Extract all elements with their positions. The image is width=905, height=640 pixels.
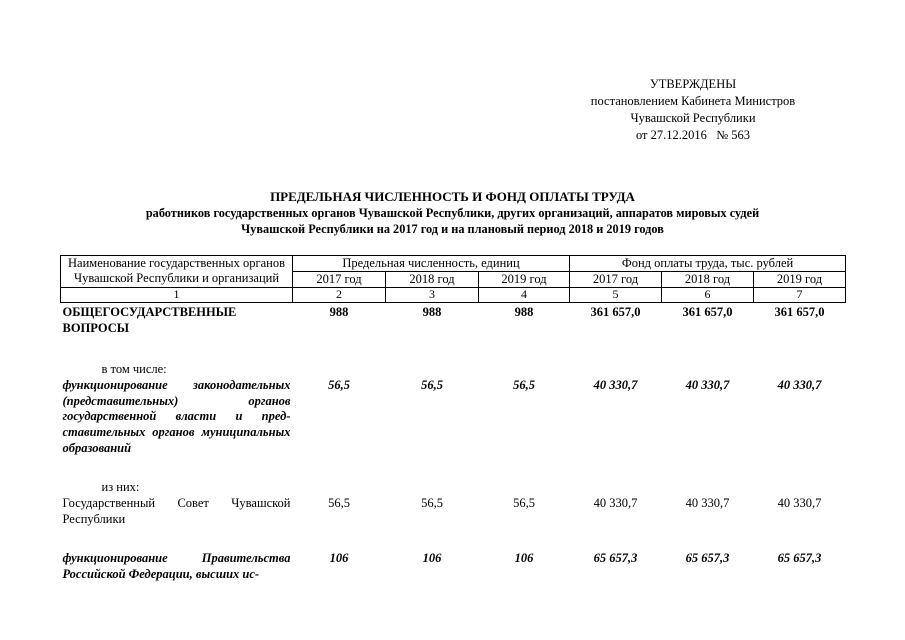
header-year: 2017 год xyxy=(570,272,662,288)
row-value: 40 330,7 xyxy=(777,496,822,511)
header-year: 2018 год xyxy=(662,272,754,288)
staffing-table xyxy=(60,255,846,583)
table-row xyxy=(61,378,846,456)
table-row xyxy=(61,527,846,582)
row-value: 56,5 xyxy=(328,496,350,511)
column-number: 4 xyxy=(479,288,570,303)
row-value: 361 657,0 xyxy=(774,305,825,319)
table-row xyxy=(61,496,846,527)
row-note: в том числе: xyxy=(101,362,167,377)
title-subtitle-line2: Чувашской Республики на 2017 год и на плановый период 2018 и 2019 годов xyxy=(241,222,664,236)
column-number: 5 xyxy=(570,288,662,303)
column-number: 2 xyxy=(293,288,386,303)
row-value: 56,5 xyxy=(513,496,535,511)
row-note: из них: xyxy=(101,480,140,495)
header-year: 2019 год xyxy=(754,272,846,288)
column-number: 7 xyxy=(754,288,846,303)
row-value: 40 330,7 xyxy=(593,496,638,511)
table-note-row xyxy=(61,456,846,496)
row-name: Государственный Совет Чувашской Республики xyxy=(62,496,291,526)
approval-line-resolution: постановлением Кабинета Министров xyxy=(590,94,796,108)
row-name: функционирование законодательных (представительных) органов государственной власти и представительных органов муниципальных образований xyxy=(62,378,291,455)
header-year: 2018 год xyxy=(386,272,479,288)
document-title xyxy=(60,189,845,237)
row-value: 56,5 xyxy=(328,378,350,393)
approval-line-date: от 27.12.2016 № 563 xyxy=(635,128,751,142)
row-value: 65 657,3 xyxy=(777,551,822,566)
row-value: 106 xyxy=(514,551,534,566)
row-name: функционирование Правительства Российской Федерации, высших ис- xyxy=(62,551,291,581)
row-value: 56,5 xyxy=(513,378,535,393)
row-value: 106 xyxy=(422,551,442,566)
column-number: 1 xyxy=(61,288,293,303)
row-value: 56,5 xyxy=(421,378,443,393)
row-value: 40 330,7 xyxy=(593,378,638,393)
row-value: 106 xyxy=(329,551,349,566)
row-value: 40 330,7 xyxy=(685,378,730,393)
row-value: 361 657,0 xyxy=(590,305,641,319)
row-value: 988 xyxy=(422,305,442,319)
table-row xyxy=(61,303,846,337)
row-value: 65 657,3 xyxy=(593,551,638,566)
row-value: 40 330,7 xyxy=(685,496,730,511)
row-value: 65 657,3 xyxy=(685,551,730,566)
header-name-column: Наименование государственных органов Чувашской Республики и организаций xyxy=(61,256,293,288)
header-year: 2017 год xyxy=(293,272,386,288)
row-name: ОБЩЕГОСУДАРСТВЕННЫЕ ВОПРОСЫ xyxy=(62,305,237,335)
row-value: 40 330,7 xyxy=(777,378,822,393)
header-group-headcount: Предельная численность, единиц xyxy=(293,256,570,272)
header-year: 2019 год xyxy=(479,272,570,288)
row-value: 988 xyxy=(329,305,349,319)
column-number: 6 xyxy=(662,288,754,303)
row-value: 56,5 xyxy=(421,496,443,511)
approval-line-republic: Чувашской Республики xyxy=(630,111,756,125)
header-group-payroll: Фонд оплаты труда, тыс. рублей xyxy=(570,256,846,272)
column-number: 3 xyxy=(386,288,479,303)
row-value: 361 657,0 xyxy=(682,305,733,319)
approval-stamp xyxy=(560,76,826,144)
title-subtitle-line1: работников государственных органов Чувашской Республики, других организаций, аппаратов мировых судей xyxy=(145,206,760,220)
row-value: 988 xyxy=(514,305,534,319)
table-note-row xyxy=(61,336,846,378)
title-main: ПРЕДЕЛЬНАЯ ЧИСЛЕННОСТЬ И ФОНД ОПЛАТЫ ТРУДА xyxy=(270,189,635,204)
approval-title: УТВЕРЖДЕНЫ xyxy=(649,77,737,91)
